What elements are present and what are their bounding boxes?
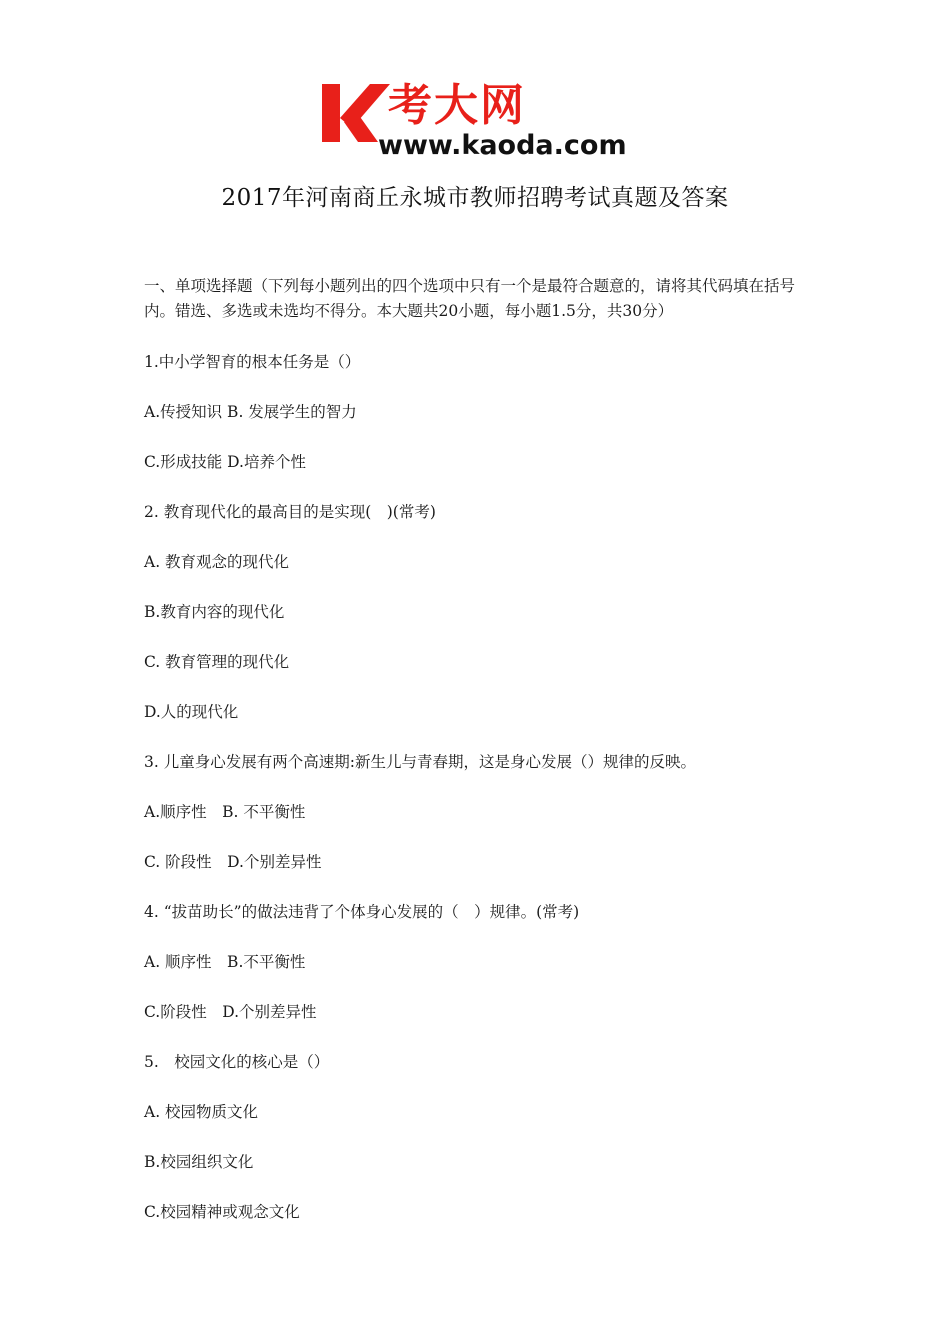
option-line: A. 顺序性 B.不平衡性 xyxy=(144,953,306,971)
option-line: C.阶段性 D.个别差异性 xyxy=(144,1003,317,1021)
option-line: A. 校园物质文化 xyxy=(144,1103,259,1121)
option-line: A.传授知识 B. 发展学生的智力 xyxy=(144,403,357,421)
question-line: 5. 校园文化的核心是（） xyxy=(144,1053,330,1071)
logo-url: www.kaoda.com xyxy=(378,130,627,160)
option-line: C. 阶段性 D.个别差异性 xyxy=(144,853,322,871)
question-line: 3. 儿童身心发展有两个高速期:新生儿与青春期，这是身心发展（）规律的反映。 xyxy=(144,753,696,771)
kaoda-logo xyxy=(318,78,640,160)
question-line: 4. “拔苗助长”的做法违背了个体身心发展的（ ）规律。(常考) xyxy=(144,903,580,921)
document-title: 2017年河南商丘永城市教师招聘考试真题及答案 xyxy=(221,185,729,211)
document-body xyxy=(144,274,824,1224)
kaoda-logo-graphic xyxy=(318,78,640,160)
option-line: C. 教育管理的现代化 xyxy=(144,653,290,671)
option-line: A. 教育观念的现代化 xyxy=(144,553,290,571)
option-line: C.形成技能 D.培养个性 xyxy=(144,453,306,471)
section-heading: 一、单项选择题（下列每小题列出的四个选项中只有一个是最符合题意的，请将其代码填在括号内。错选、多选或未选均不得分。本大题共20小题，每小题1.5分，共30分） xyxy=(144,277,796,320)
option-line: B.教育内容的现代化 xyxy=(144,603,285,621)
logo-brand-cn: 考大网 xyxy=(388,80,526,131)
option-line: A.顺序性 B. 不平衡性 xyxy=(144,803,306,821)
option-line: C.校园精神或观念文化 xyxy=(144,1203,300,1221)
question-line: 1.中小学智育的根本任务是（） xyxy=(144,353,361,371)
option-line: D.人的现代化 xyxy=(144,703,239,721)
question-line: 2. 教育现代化的最高目的是实现( )(常考) xyxy=(144,503,436,521)
option-line: B.校园组织文化 xyxy=(144,1153,254,1171)
